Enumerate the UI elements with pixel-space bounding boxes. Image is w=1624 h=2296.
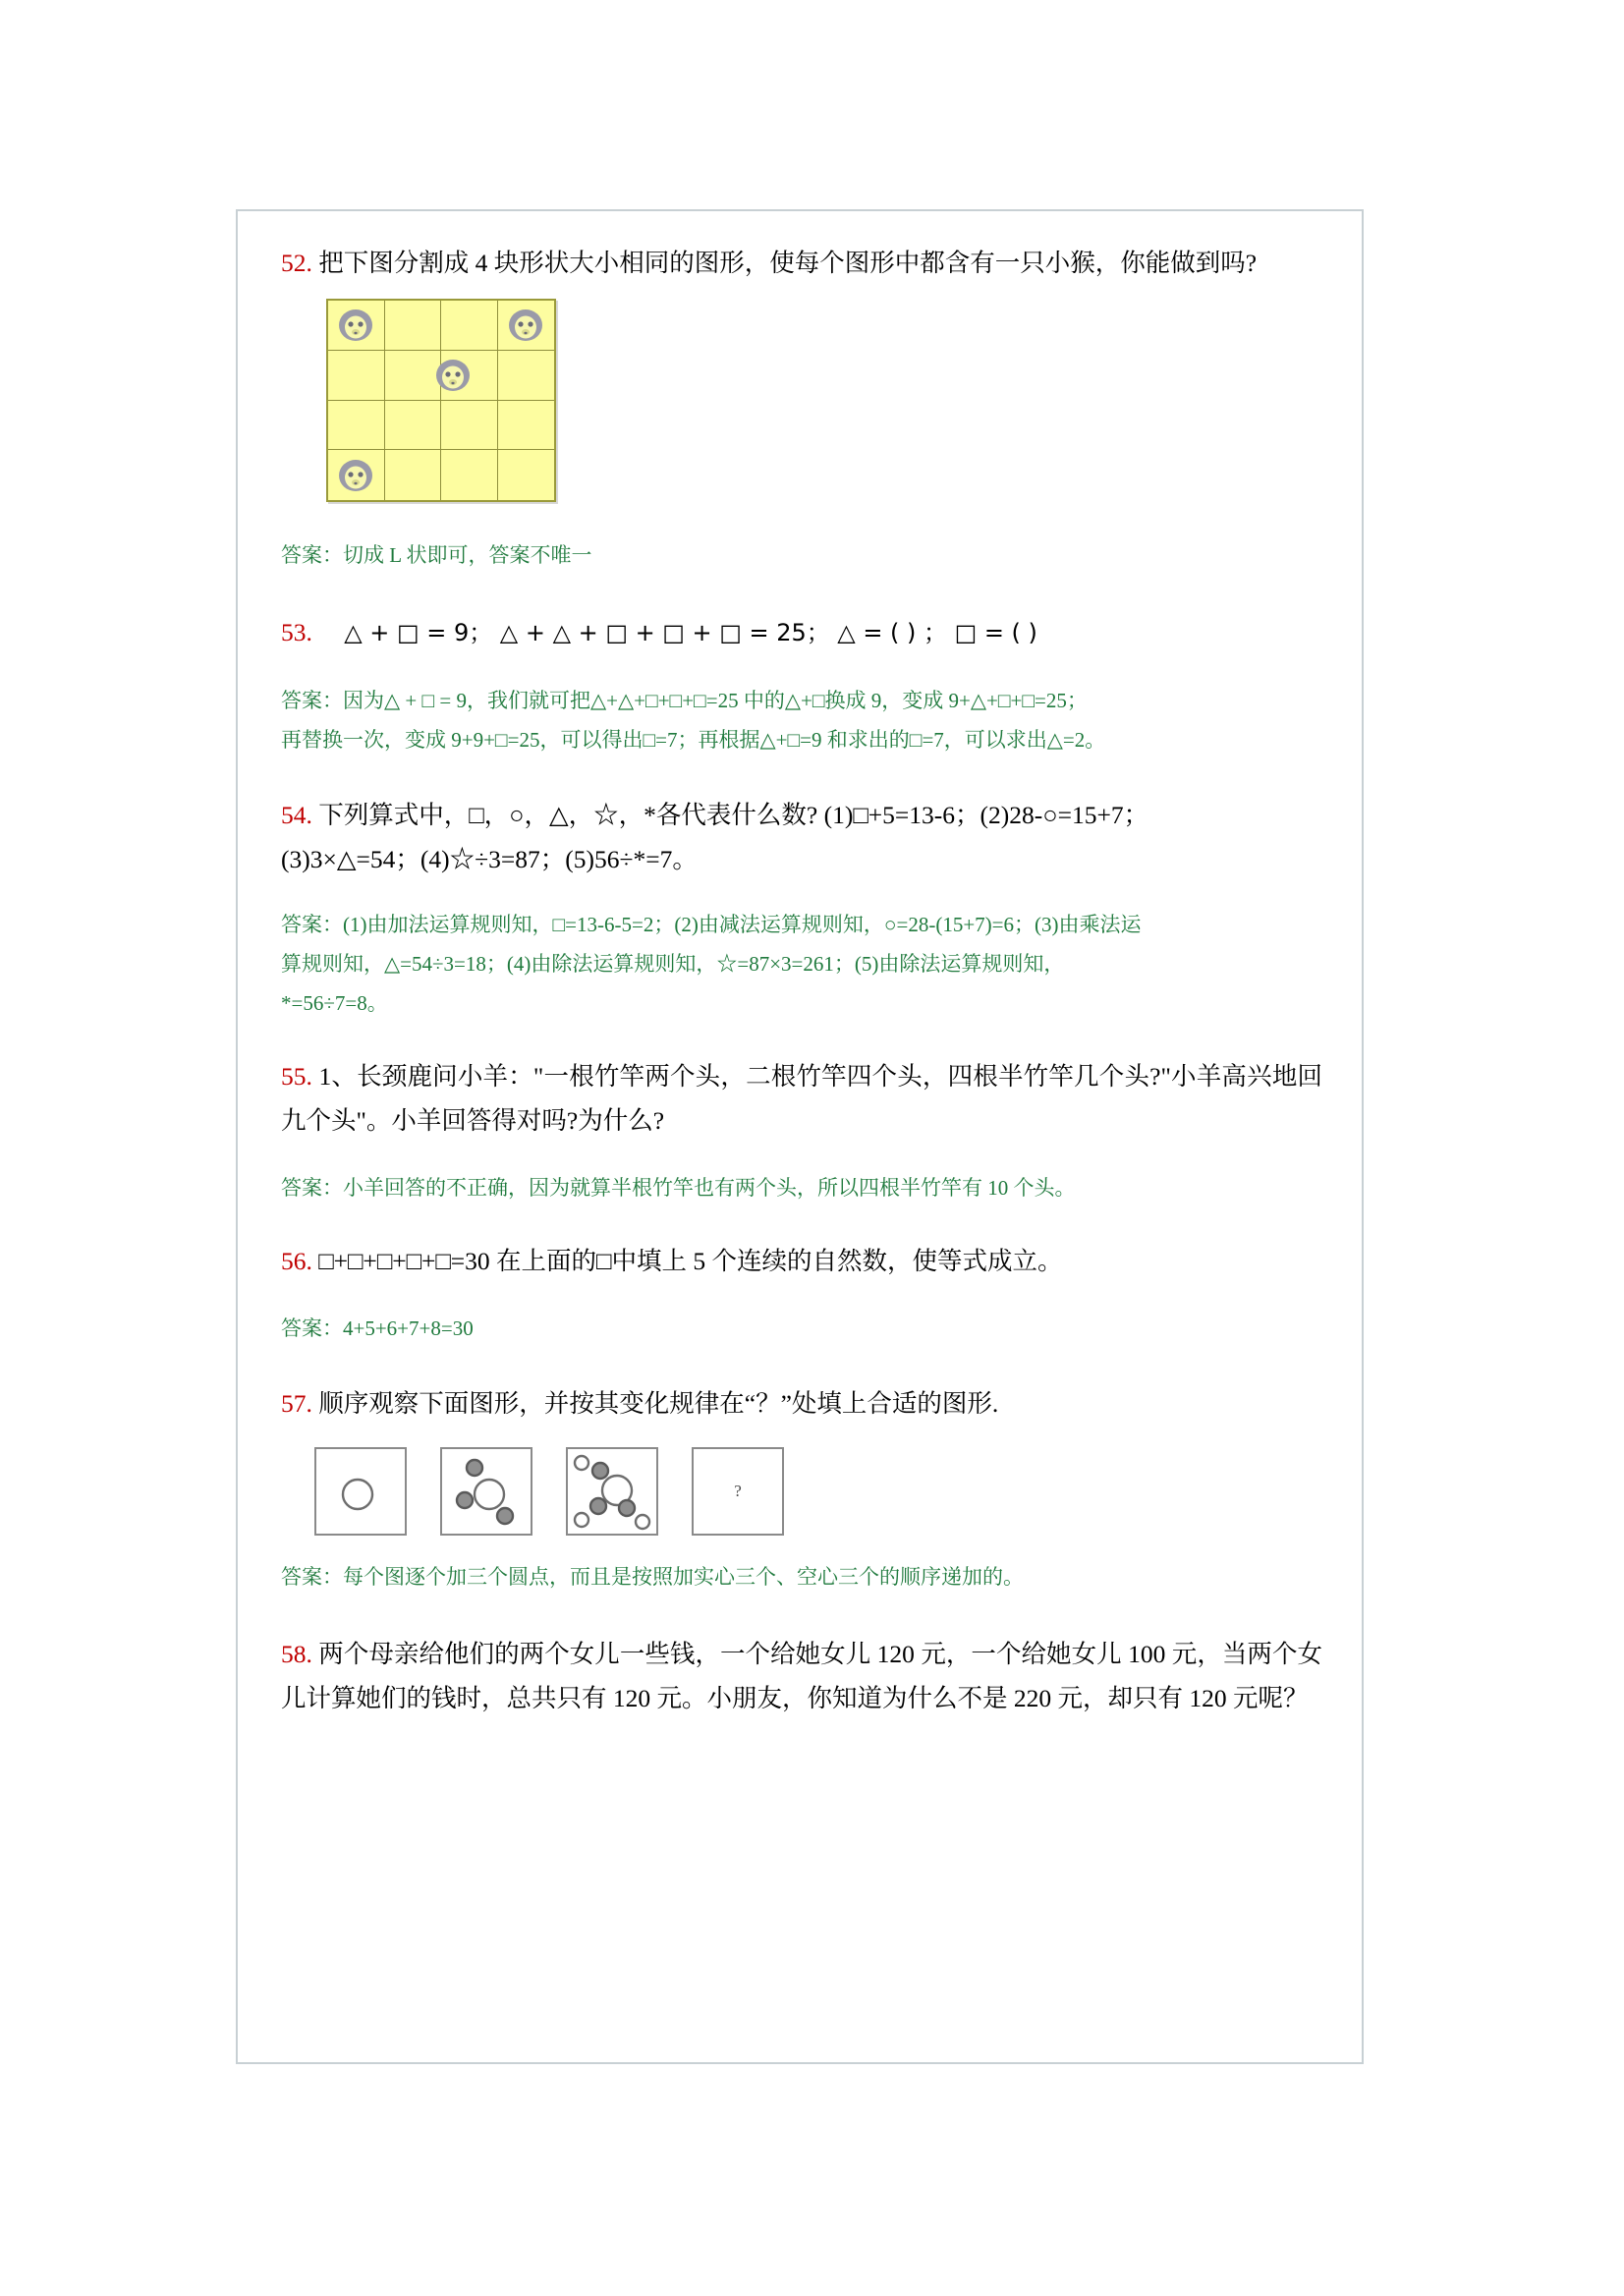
answer-55: 答案：小羊回答的不正确，因为就算半根竹竿也有两个头，所以四根半竹竿有 10 个头。: [281, 1176, 1076, 1200]
question-57-text: 顺序观察下面图形，并按其变化规律在“？”处填上合适的图形.: [318, 1389, 999, 1418]
page-content: [281, 211, 1322, 1720]
monkey-icon: [433, 357, 473, 394]
answer-52: 答案：切成 L 状即可，答案不唯一: [281, 543, 592, 567]
question-55-text: 1、长颈鹿问小羊："一根竹竿两个头，二根竹竿四个头，四根半竹竿几个头?"小羊高兴地回九个头"。小羊回答得对吗?为什么?: [281, 1062, 1323, 1135]
question-57: [281, 1381, 1322, 1426]
grid-cell: [328, 401, 385, 451]
grid-cell: [328, 351, 385, 401]
question-53-number: 53.: [281, 618, 312, 646]
question-54-number: 54.: [281, 801, 312, 829]
monkey-icon: [336, 307, 375, 344]
question-54-line-2: (3)3×△=54；(4)☆÷3=87；(5)56÷*=7。: [281, 845, 698, 873]
circle-pattern-1: [316, 1449, 405, 1534]
sequence-box-2: [440, 1447, 532, 1536]
answer-56: 答案：4+5+6+7+8=30: [281, 1316, 474, 1340]
grid-cell: [441, 351, 498, 401]
question-56-number: 56.: [281, 1247, 312, 1275]
grid-cell: [385, 450, 442, 500]
sequence-box-3: [566, 1447, 658, 1536]
circle-pattern-3: [568, 1449, 656, 1534]
question-53: [281, 610, 1322, 655]
question-53-text: △ + □ = 9； △ + △ + □ + □ + □ = 25； △ = ( ) ； □ = ( ): [344, 619, 1037, 646]
question-56: [281, 1239, 1322, 1283]
monkey-icon: [506, 307, 545, 344]
question-58: [281, 1632, 1322, 1720]
circle-pattern-2: [442, 1449, 531, 1534]
answer-54-line-1: 答案：(1)由加法运算规则知，□=13-6-5=2；(2)由减法运算规则知，○=28-(15+7)=6；(3)由乘法运: [281, 913, 1142, 936]
question-mark-label: ?: [734, 1482, 742, 1500]
grid-cell: [328, 301, 385, 351]
question-56-text: □+□+□+□+□=30 在上面的□中填上 5 个连续的自然数，使等式成立。: [318, 1247, 1063, 1275]
question-54-text-line-1: 下列算式中，□，○，△，☆，*各代表什么数? (1)□+5=13-6；(2)28-○=15+7；: [318, 801, 1149, 829]
monkey-grid: [326, 299, 556, 502]
answer-53-line-2: 再替换一次，变成 9+9+□=25，可以得出□=7；再根据△+□=9 和求出的□=7，可以求出△=2。: [281, 728, 1106, 752]
question-58-number: 58.: [281, 1640, 312, 1668]
question-52: [281, 241, 1322, 285]
answer-57: 答案：每个图逐个加三个圆点，而且是按照加实心三个、空心三个的顺序递加的。: [281, 1565, 1024, 1589]
sequence-box-4: [692, 1447, 784, 1536]
figure-circle-sequence: [314, 1447, 1322, 1536]
grid-cell: [328, 450, 385, 500]
question-52-number: 52.: [281, 249, 312, 277]
question-55-number: 55.: [281, 1062, 312, 1091]
question-54: [281, 793, 1322, 837]
grid-cell: [441, 450, 498, 500]
figure-monkey-grid-wrapper: [326, 299, 1322, 502]
grid-cell: [385, 301, 442, 351]
question-55: [281, 1054, 1322, 1143]
grid-cell: [441, 301, 498, 351]
question-58-text: 两个母亲给他们的两个女儿一些钱，一个给她女儿 120 元，一个给她女儿 100 元，当两个女儿计算她们的钱时，总共只有 120 元。小朋友，你知道为什么不是 220 元，却只有 120 元呢？: [281, 1640, 1322, 1712]
grid-cell: [498, 450, 555, 500]
answer-53-line-1: 答案：因为△ + □ = 9，我们就可把△+△+□+□+□=25 中的△+□换成 9，变成 9+△+□+□=25；: [281, 689, 1088, 712]
answer-54-line-2: 算规则知，△=54÷3=18；(4)由除法运算规则知，☆=87×3=261；(5)由除法运算规则知，: [281, 952, 1065, 976]
grid-cell: [498, 351, 555, 401]
monkey-icon: [336, 457, 375, 494]
grid-cell: [385, 401, 442, 451]
question-57-number: 57.: [281, 1389, 312, 1418]
worksheet-page: [236, 209, 1364, 2064]
question-52-text: 把下图分割成 4 块形状大小相同的图形，使每个图形中都含有一只小猴，你能做到吗?: [318, 249, 1258, 277]
grid-cell: [441, 401, 498, 451]
sequence-box-1: [314, 1447, 407, 1536]
grid-cell: [498, 401, 555, 451]
answer-54-line-3: *=56÷7=8。: [281, 991, 388, 1015]
grid-cell: [498, 301, 555, 351]
